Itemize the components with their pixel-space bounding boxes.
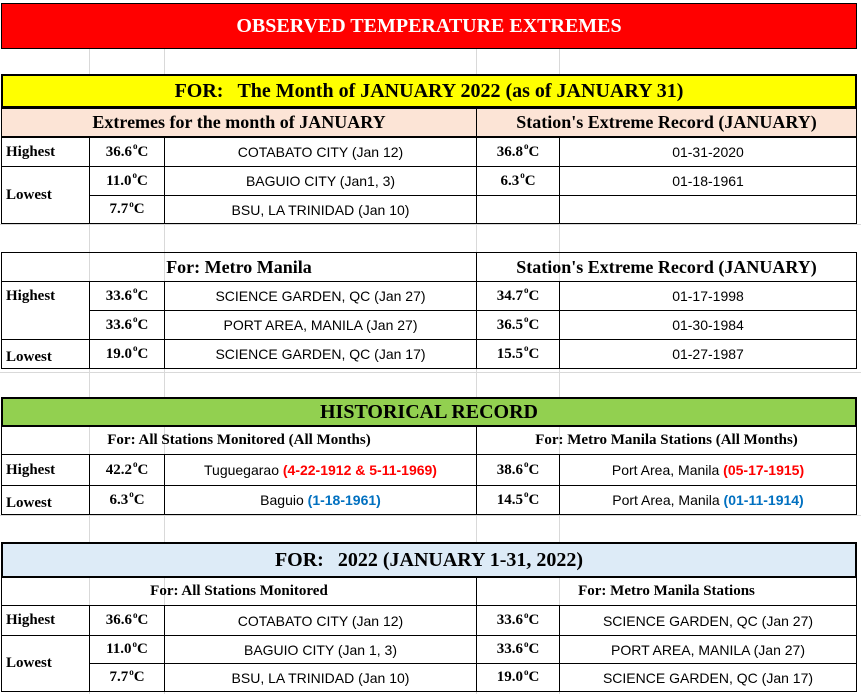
date-text: 01-17-1998 (672, 288, 744, 304)
value-text: 6.3 (109, 491, 129, 508)
station-name (164, 454, 477, 486)
record-value (476, 166, 560, 196)
record-value (476, 137, 560, 167)
lowest-label (1, 166, 90, 224)
unit: C (137, 345, 149, 362)
value-text: 14.5 (496, 491, 523, 508)
value-text: 7.7 (109, 669, 129, 685)
station-text: BSU, LA TRINIDAD (Jan 10) (231, 201, 410, 218)
highest-label (1, 605, 90, 636)
degree-symbol: o (132, 343, 138, 353)
lowest-label (1, 635, 90, 692)
record-value (476, 454, 560, 486)
unit: C (528, 669, 540, 685)
unit: C (528, 345, 540, 362)
station-text: Port Area, Manila (612, 492, 724, 508)
month-banner-text: The Month of JANUARY 2022 (as of JANUARY 31) (237, 79, 684, 102)
temperature-value (89, 605, 165, 636)
station-name (164, 605, 477, 636)
unit: C (133, 491, 145, 508)
station-name (559, 485, 857, 515)
jan-extremes-header (1, 108, 477, 137)
temperature-value (89, 485, 165, 515)
record-date (559, 166, 857, 196)
jan-extremes-header-text: Extremes for the month of JANUARY (92, 112, 386, 132)
degree-symbol: o (523, 459, 529, 469)
unit: C (137, 316, 149, 333)
value-text: 36.8 (496, 143, 523, 160)
highest-label (1, 454, 90, 486)
value-text: 15.5 (496, 345, 523, 362)
degree-symbol: o (523, 314, 529, 324)
gridline (0, 515, 861, 516)
record-date-blue: (01-11-1914) (723, 492, 804, 508)
station-name (164, 195, 477, 224)
station-text: Tuguegarao (204, 462, 283, 478)
date-text: 01-27-1987 (672, 346, 744, 362)
unit: C (528, 641, 540, 657)
unit: C (137, 172, 148, 189)
record-date-red: (4-22-1912 & 5-11-1969) (282, 462, 437, 478)
unit: C (528, 491, 540, 508)
value-text: 38.6 (496, 461, 523, 478)
unit: C (528, 287, 540, 304)
temperature-value (89, 635, 165, 664)
temperature-value (89, 195, 165, 224)
unit: C (137, 461, 149, 478)
station-text: BAGUIO CITY (Jan1, 3) (245, 173, 396, 189)
year-all-stations-header (1, 577, 477, 606)
temperature-value (89, 281, 165, 311)
station-text: SCIENCE GARDEN, QC (Jan 27) (602, 612, 814, 629)
temperature-value (89, 339, 165, 369)
station-text: PORT AREA, MANILA (Jan 27) (223, 317, 418, 333)
station-name (559, 454, 857, 486)
highest-label-text: Highest (6, 143, 56, 160)
record-value (476, 281, 560, 311)
page-title-text: OBSERVED TEMPERATURE EXTREMES (236, 14, 622, 37)
station-name (164, 635, 477, 664)
page-title (1, 3, 857, 49)
header-text: For: All Stations Monitored (All Months) (107, 432, 371, 448)
unit: C (137, 143, 149, 160)
mm-station-name (559, 635, 857, 664)
metro-manila-header-text: For: Metro Manila (166, 256, 312, 277)
degree-symbol: o (132, 459, 138, 469)
station-name (164, 137, 477, 167)
jan-record-header-text: Station's Extreme Record (JANUARY) (516, 112, 817, 132)
temperature-value (89, 663, 165, 692)
value-text: 34.7 (496, 287, 523, 304)
year-2022-banner (1, 542, 857, 578)
date-text: 01-31-2020 (672, 144, 744, 160)
gridline (0, 372, 861, 373)
mm-station-name (559, 663, 857, 692)
value-text: 6.3 (500, 172, 520, 189)
mm-temperature-value (476, 605, 560, 636)
degree-symbol: o (523, 666, 529, 677)
record-date (559, 310, 857, 340)
mm-record-header (476, 252, 857, 282)
station-text: COTABATO CITY (Jan 12) (237, 612, 404, 629)
value-text: 33.6 (496, 612, 523, 628)
station-text: BAGUIO CITY (Jan 1, 3) (243, 641, 397, 658)
lowest-label-text: Lowest (6, 349, 52, 365)
unit: C (133, 669, 145, 685)
value-text: 19.0 (496, 669, 523, 685)
unit: C (137, 287, 149, 304)
highest-label-text: Highest (6, 461, 56, 478)
value-text: 36.6 (105, 612, 132, 628)
degree-symbol: o (523, 285, 529, 295)
date-text: 01-30-1984 (672, 317, 744, 333)
station-name (164, 663, 477, 692)
degree-symbol: o (132, 170, 138, 180)
month-banner (1, 74, 857, 108)
historical-title-text: HISTORICAL RECORD (319, 400, 539, 423)
record-date (559, 339, 857, 369)
value-text: 11.0 (106, 172, 132, 189)
value-text: 33.6 (496, 641, 523, 657)
degree-symbol: o (523, 343, 529, 353)
highest-label-text: Highest (6, 612, 56, 628)
mm-temperature-value (476, 635, 560, 664)
record-date-blue: (1-18-1961) (307, 492, 381, 508)
year-banner-label: FOR: (274, 548, 324, 571)
station-name (164, 281, 477, 311)
degree-symbol: o (523, 489, 529, 499)
degree-symbol: o (132, 638, 138, 649)
value-text: 33.6 (105, 316, 132, 333)
station-text: Port Area, Manila (611, 462, 724, 478)
station-text: PORT AREA, MANILA (Jan 27) (610, 641, 805, 658)
unit: C (137, 612, 149, 628)
header-text: For: All Stations Monitored (150, 583, 328, 599)
station-name (164, 339, 477, 369)
value-text: 33.6 (105, 287, 132, 304)
degree-symbol: o (132, 609, 138, 620)
unit: C (137, 641, 148, 657)
gridline (0, 224, 861, 225)
year-banner-text: 2022 (JANUARY 1-31, 2022) (337, 548, 584, 571)
temperature-value (89, 310, 165, 340)
record-value (476, 310, 560, 340)
value-text: 36.6 (105, 143, 132, 160)
temperature-value (89, 137, 165, 167)
value-text: 7.7 (109, 201, 129, 217)
degree-symbol: o (520, 170, 525, 180)
metro-manila-header (1, 252, 477, 282)
lowest-label-text: Lowest (6, 655, 52, 671)
degree-symbol: o (129, 489, 134, 499)
empty-cell (559, 195, 857, 224)
unit: C (528, 461, 540, 478)
value-text: 11.0 (106, 641, 132, 657)
value-text: 42.2 (105, 461, 132, 478)
degree-symbol: o (523, 141, 529, 151)
station-name (164, 485, 477, 515)
record-value (476, 485, 560, 515)
unit: C (528, 612, 540, 628)
highest-label (1, 281, 90, 311)
degree-symbol: o (129, 198, 134, 209)
record-date-red: (05-17-1915) (723, 462, 805, 478)
lowest-label (1, 339, 90, 369)
record-date (559, 137, 857, 167)
header-text: For: Metro Manila Stations (All Months) (535, 432, 798, 448)
unit: C (528, 316, 540, 333)
highest-label-text: Highest (6, 288, 56, 304)
historical-record-banner (1, 397, 857, 427)
jan-record-header (476, 108, 857, 137)
date-text: 01-18-1961 (672, 173, 744, 189)
mm-record-header-text: Station's Extreme Record (JANUARY) (516, 256, 817, 277)
empty-cell (476, 195, 560, 224)
empty-label-cell (1, 310, 90, 340)
header-text: For: Metro Manila Stations (578, 583, 755, 599)
record-date (559, 281, 857, 311)
degree-symbol: o (523, 609, 529, 620)
station-text: Baguio (260, 492, 308, 508)
month-banner-label: FOR: (174, 79, 224, 102)
highest-label (1, 137, 90, 167)
station-text: BSU, LA TRINIDAD (Jan 10) (231, 669, 410, 686)
unit: C (524, 172, 536, 189)
degree-symbol: o (132, 314, 138, 324)
unit: C (528, 143, 540, 160)
station-text: SCIENCE GARDEN, QC (Jan 17) (215, 346, 426, 362)
lowest-label-text: Lowest (6, 495, 52, 511)
historical-metro-manila-header (476, 426, 857, 455)
station-text: SCIENCE GARDEN, QC (Jan 17) (602, 669, 814, 686)
mm-station-name (559, 605, 857, 636)
station-text: SCIENCE GARDEN, QC (Jan 27) (215, 288, 426, 304)
degree-symbol: o (523, 638, 529, 649)
mm-temperature-value (476, 663, 560, 692)
lowest-label-text: Lowest (6, 186, 52, 203)
value-text: 19.0 (105, 345, 132, 362)
temperature-value (89, 454, 165, 486)
degree-symbol: o (132, 141, 138, 151)
lowest-label (1, 485, 90, 515)
record-value (476, 339, 560, 369)
year-metro-manila-header (476, 577, 857, 606)
unit: C (133, 201, 145, 217)
value-text: 36.5 (496, 316, 523, 333)
station-name (164, 310, 477, 340)
station-text: COTABATO CITY (Jan 12) (237, 144, 404, 160)
degree-symbol: o (132, 285, 138, 295)
degree-symbol: o (129, 666, 134, 677)
station-name (164, 166, 477, 196)
historical-all-stations-header (1, 426, 477, 455)
temperature-value (89, 166, 165, 196)
